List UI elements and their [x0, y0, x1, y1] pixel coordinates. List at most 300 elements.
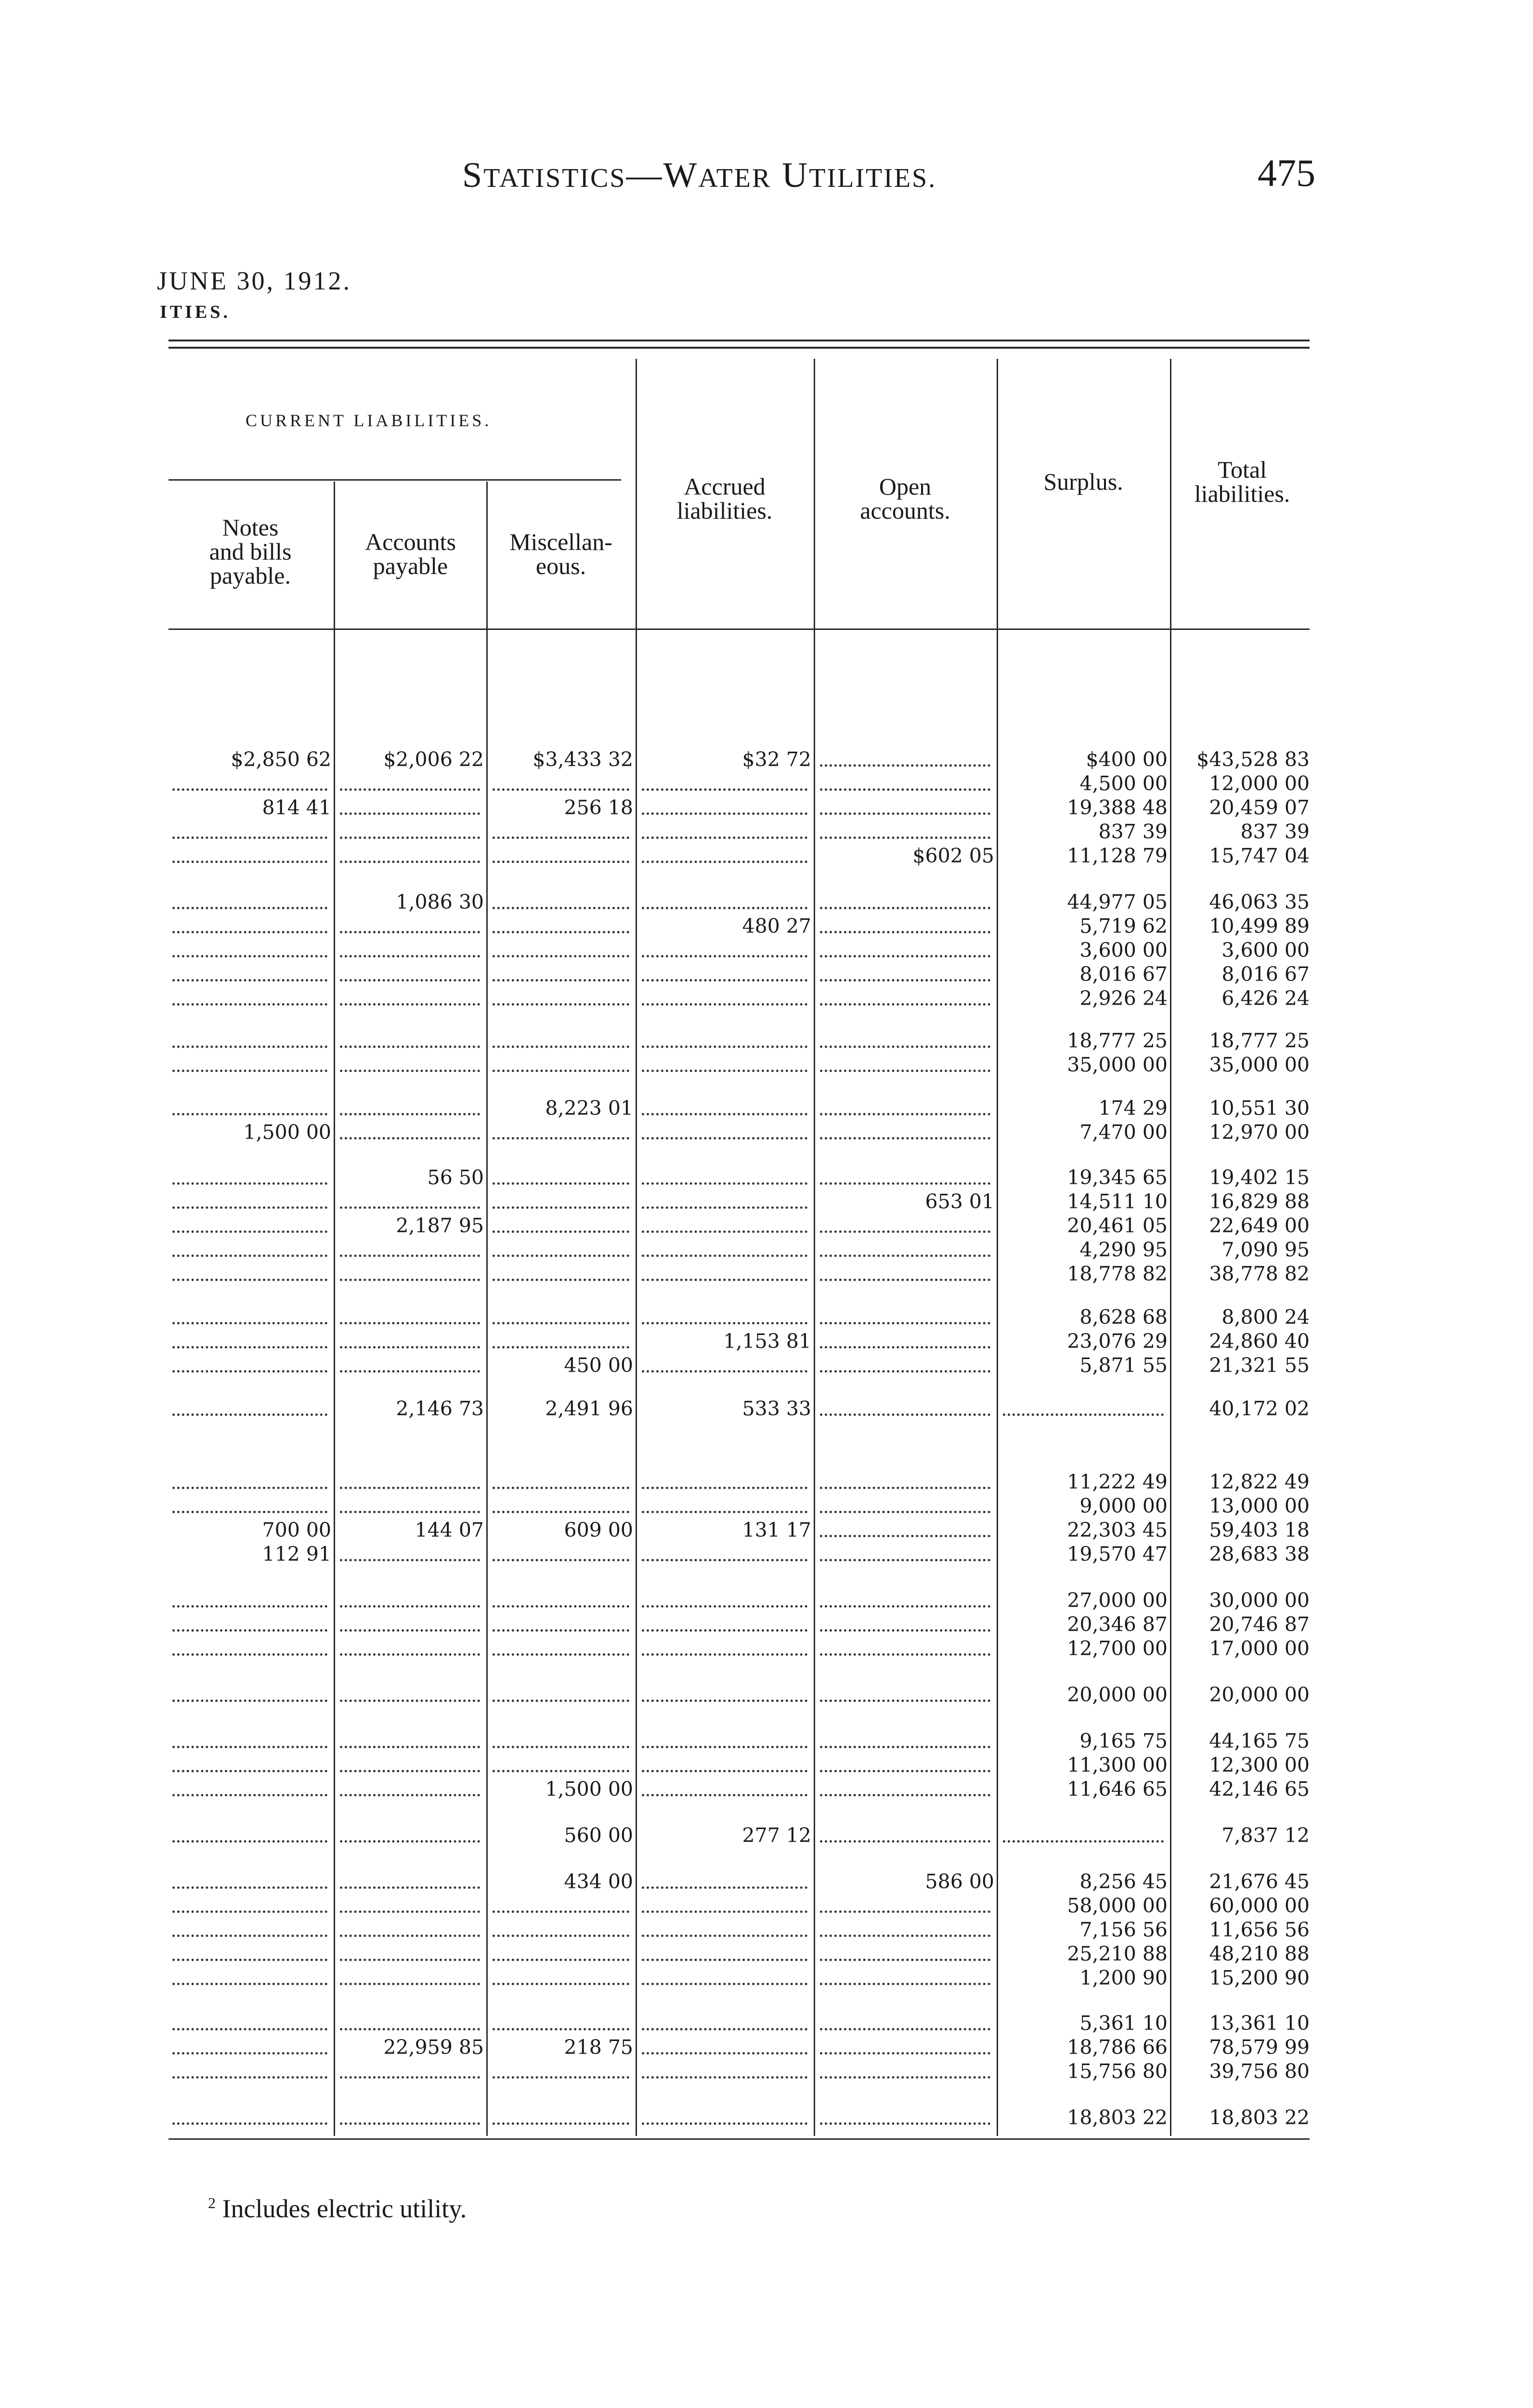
leader-dots [820, 1329, 990, 1353]
leader-dots [340, 1470, 480, 1494]
table-cell-surplus: 20,461 05 [1067, 1214, 1168, 1237]
table-cell-misc: 1,500 00 [545, 1778, 633, 1801]
leader-dots [340, 1096, 480, 1120]
leader-dots [493, 914, 629, 938]
table-cell-total: 46,063 35 [1209, 890, 1310, 914]
table-cell-surplus: 4,500 00 [1079, 772, 1168, 795]
table-cell-notes: 814 41 [262, 796, 331, 819]
table-cell-surplus: 20,346 87 [1067, 1613, 1168, 1636]
leader-dots [820, 1353, 990, 1377]
leader-dots [172, 914, 327, 938]
leader-dots [340, 1870, 480, 1894]
leader-dots [493, 1190, 629, 1214]
table-cell-total: 42,146 65 [1209, 1778, 1310, 1801]
bottom-rule [169, 2138, 1310, 2140]
table-cell-total: 8,016 67 [1221, 963, 1310, 986]
leader-dots [820, 1494, 990, 1518]
leader-dots [642, 1612, 807, 1636]
leader-dots [820, 2106, 990, 2130]
leader-dots [172, 1588, 327, 1612]
leader-dots [493, 772, 629, 796]
leader-dots [820, 1029, 990, 1053]
col-header-notes: Notes and bills payable. [209, 514, 292, 589]
table-cell-misc: 434 00 [564, 1870, 633, 1893]
table-cell-total: 837 39 [1240, 820, 1310, 843]
leader-dots [340, 1542, 480, 1566]
table-cell-total: 12,970 00 [1209, 1121, 1310, 1144]
table-cell-misc: 2,491 96 [545, 1397, 633, 1420]
leader-dots [493, 1470, 629, 1494]
leader-dots [172, 962, 327, 986]
leader-dots [340, 2059, 480, 2083]
table-cell-misc: 609 00 [564, 1518, 633, 1542]
leader-dots [1003, 1823, 1164, 1847]
leader-dots [340, 1238, 480, 1262]
leader-dots [820, 1542, 990, 1566]
table-cell-total: 12,822 49 [1209, 1470, 1310, 1493]
leader-dots [642, 1262, 807, 1286]
table-cell-surplus: 19,388 48 [1067, 796, 1168, 819]
table-cell-total: 13,361 10 [1209, 2012, 1310, 2035]
table-cell-total: 19,402 15 [1209, 1166, 1310, 1189]
leader-dots [642, 1870, 807, 1894]
footnote-text: Includes electric utility. [216, 2194, 467, 2223]
leader-dots [172, 1397, 327, 1421]
leader-dots [820, 1729, 990, 1753]
leader-dots [493, 1942, 629, 1966]
leader-dots [642, 1753, 807, 1777]
leader-dots [340, 1305, 480, 1329]
leader-dots [642, 1029, 807, 1053]
table-cell-surplus: 25,210 88 [1067, 1942, 1168, 1965]
leader-dots [172, 1053, 327, 1077]
leader-dots [493, 890, 629, 914]
leader-dots [172, 1777, 327, 1801]
page-number: 475 [1258, 152, 1315, 195]
leader-dots [642, 796, 807, 820]
leader-dots [172, 938, 327, 962]
table-cell-total: 40,172 02 [1209, 1397, 1310, 1420]
title-part: S [462, 156, 484, 195]
leader-dots [642, 1214, 807, 1238]
leader-dots [172, 1165, 327, 1190]
leader-dots [820, 986, 990, 1010]
table-cell-surplus: 20,000 00 [1067, 1683, 1168, 1706]
leader-dots [642, 2059, 807, 2083]
col-header-total: Total liabilities. [1194, 456, 1290, 507]
table-cell-accounts: 22,959 85 [383, 2036, 484, 2059]
table-cell-accrued: $32 72 [742, 748, 811, 771]
table-cell-total: 22,649 00 [1209, 1214, 1310, 1237]
leader-dots [820, 1753, 990, 1777]
leader-dots [820, 772, 990, 796]
table-cell-surplus: 2,926 24 [1079, 987, 1168, 1010]
table-cell-surplus: 18,803 22 [1067, 2106, 1168, 2129]
table-cell-total: 3,600 00 [1221, 939, 1310, 962]
leader-dots [820, 747, 990, 772]
leader-dots [642, 1894, 807, 1918]
table-cell-total: 11,656 56 [1209, 1918, 1310, 1941]
table-cell-total: 17,000 00 [1209, 1637, 1310, 1660]
table-cell-surplus: 23,076 29 [1067, 1330, 1168, 1353]
table-cell-open: 653 01 [925, 1190, 994, 1213]
leader-dots [493, 1966, 629, 1990]
leader-dots [642, 2106, 807, 2130]
table-cell-total: 12,000 00 [1209, 772, 1310, 795]
col-header-open: Open accounts. [860, 473, 950, 524]
table-cell-total: 20,746 87 [1209, 1613, 1310, 1636]
leader-dots [642, 1238, 807, 1262]
leader-dots [172, 1305, 327, 1329]
running-head [462, 155, 936, 196]
table-cell-surplus: 22,303 45 [1067, 1518, 1168, 1542]
leader-dots [820, 1612, 990, 1636]
leader-dots [493, 1214, 629, 1238]
table-cell-notes: $2,850 62 [231, 748, 331, 771]
leader-dots [642, 1542, 807, 1566]
leader-dots [642, 1588, 807, 1612]
leader-dots [172, 772, 327, 796]
table-cell-surplus: $400 00 [1086, 748, 1168, 771]
leader-dots [340, 1612, 480, 1636]
leader-dots [340, 2011, 480, 2035]
leader-dots [493, 844, 629, 868]
leader-dots [820, 1518, 990, 1542]
leader-dots [820, 1894, 990, 1918]
table-cell-total: 7,090 95 [1221, 1238, 1310, 1261]
leader-dots [820, 1823, 990, 1847]
leader-dots [642, 1190, 807, 1214]
leader-dots [493, 962, 629, 986]
leader-dots [172, 1966, 327, 1990]
table-cell-accounts: 1,086 30 [396, 890, 484, 914]
leader-dots [340, 2106, 480, 2130]
table-cell-surplus: 18,777 25 [1067, 1029, 1168, 1052]
table-cell-total: 48,210 88 [1209, 1942, 1310, 1965]
leader-dots [820, 1966, 990, 1990]
table-cell-surplus: 11,128 79 [1067, 844, 1168, 867]
leader-dots [172, 2035, 327, 2059]
leader-dots [172, 1942, 327, 1966]
table-cell-surplus: 11,300 00 [1067, 1754, 1168, 1777]
table-cell-surplus: 3,600 00 [1079, 939, 1168, 962]
table-cell-accrued: 1,153 81 [723, 1330, 811, 1353]
table-cell-surplus: 11,646 65 [1067, 1778, 1168, 1801]
leader-dots [820, 890, 990, 914]
top-rule [169, 347, 1310, 349]
leader-dots [172, 1612, 327, 1636]
leader-dots [172, 1823, 327, 1847]
table-cell-surplus: 12,700 00 [1067, 1637, 1168, 1660]
leader-dots [642, 1942, 807, 1966]
leader-dots [493, 1029, 629, 1053]
table-cell-accounts: $2,006 22 [383, 748, 484, 771]
table-cell-surplus: 27,000 00 [1067, 1589, 1168, 1612]
leader-dots [172, 890, 327, 914]
leader-dots [172, 2106, 327, 2130]
table-cell-misc: $3,433 32 [533, 748, 633, 771]
leader-dots [340, 938, 480, 962]
leader-dots [820, 2035, 990, 2059]
table-cell-accounts: 144 07 [415, 1518, 484, 1542]
column-divider [814, 359, 815, 2136]
leader-dots [642, 986, 807, 1010]
leader-dots [340, 1777, 480, 1801]
title-part: TATISTICS [483, 163, 626, 193]
leader-dots [340, 1966, 480, 1990]
leader-dots [493, 1729, 629, 1753]
leader-dots [820, 1777, 990, 1801]
leader-dots [642, 1096, 807, 1120]
leader-dots [493, 938, 629, 962]
leader-dots [172, 2011, 327, 2035]
table-cell-misc: 560 00 [564, 1824, 633, 1847]
table-cell-misc: 8,223 01 [545, 1097, 633, 1120]
table-cell-total: 24,860 40 [1209, 1330, 1310, 1353]
column-divider [334, 482, 335, 2136]
leader-dots [642, 938, 807, 962]
leader-dots [820, 962, 990, 986]
leader-dots [493, 986, 629, 1010]
leader-dots [642, 1494, 807, 1518]
table-cell-surplus: 5,719 62 [1079, 915, 1168, 938]
leader-dots [340, 1823, 480, 1847]
leader-dots [340, 1190, 480, 1214]
table-cell-accounts: 56 50 [427, 1166, 484, 1189]
leader-dots [820, 938, 990, 962]
leader-dots [340, 1636, 480, 1661]
leader-dots [493, 1120, 629, 1144]
leader-dots [172, 1329, 327, 1353]
leader-dots [642, 1470, 807, 1494]
leader-dots [642, 1165, 807, 1190]
table-cell-accounts: 2,187 95 [396, 1214, 484, 1237]
leader-dots [172, 1214, 327, 1238]
column-divider [997, 359, 998, 2136]
leader-dots [493, 1165, 629, 1190]
leader-dots [820, 1262, 990, 1286]
table-cell-notes: 700 00 [262, 1518, 331, 1542]
leader-dots [340, 1029, 480, 1053]
group-rule [169, 479, 621, 481]
table-cell-surplus: 8,256 45 [1079, 1870, 1168, 1893]
col-header-accrued: Accrued liabilities. [676, 473, 773, 524]
leader-dots [172, 1029, 327, 1053]
leader-dots [172, 1494, 327, 1518]
leader-dots [820, 820, 990, 844]
table-cell-open: 586 00 [925, 1870, 994, 1893]
leader-dots [172, 1753, 327, 1777]
col-header-misc: Miscellan- eous. [509, 528, 612, 579]
leader-dots [820, 1214, 990, 1238]
leader-dots [493, 1329, 629, 1353]
leader-dots [820, 2011, 990, 2035]
leader-dots [493, 1894, 629, 1918]
leader-dots [172, 844, 327, 868]
leader-dots [340, 1053, 480, 1077]
table-cell-total: 39,756 80 [1209, 2060, 1310, 2083]
table-cell-accrued: 277 12 [742, 1824, 811, 1847]
leader-dots [493, 1918, 629, 1942]
leader-dots [642, 1305, 807, 1329]
leader-dots [820, 1918, 990, 1942]
leader-dots [493, 1753, 629, 1777]
table-cell-accrued: 480 27 [742, 915, 811, 938]
leader-dots [340, 1894, 480, 1918]
leader-dots [642, 1966, 807, 1990]
leader-dots [493, 1683, 629, 1707]
heading-fragment: ITIES. [160, 302, 231, 322]
table-cell-surplus: 18,786 66 [1067, 2036, 1168, 2059]
table-cell-surplus: 7,156 56 [1079, 1918, 1168, 1941]
table-cell-misc: 256 18 [564, 796, 633, 819]
table-cell-total: 18,777 25 [1209, 1029, 1310, 1052]
leader-dots [340, 1729, 480, 1753]
leader-dots [820, 1942, 990, 1966]
table-cell-surplus: 11,222 49 [1067, 1470, 1168, 1493]
table-cell-surplus: 5,361 10 [1079, 2012, 1168, 2035]
table-cell-total: 20,459 07 [1209, 796, 1310, 819]
table-cell-total: 28,683 38 [1209, 1543, 1310, 1566]
leader-dots [172, 1190, 327, 1214]
table-cell-total: 30,000 00 [1209, 1589, 1310, 1612]
table-cell-notes: 112 91 [262, 1543, 331, 1566]
leader-dots [340, 796, 480, 820]
leader-dots [820, 1120, 990, 1144]
table-cell-total: 8,800 24 [1221, 1306, 1310, 1329]
table-cell-total: 59,403 18 [1209, 1518, 1310, 1542]
table-cell-surplus: 8,628 68 [1079, 1306, 1168, 1329]
leader-dots [493, 2011, 629, 2035]
leader-dots [172, 1729, 327, 1753]
column-divider [1170, 359, 1171, 2136]
header-rule [169, 628, 1310, 630]
table-cell-total: 12,300 00 [1209, 1754, 1310, 1777]
table-cell-accrued: 131 17 [742, 1518, 811, 1542]
title-part: —W [626, 156, 699, 195]
leader-dots [340, 1588, 480, 1612]
leader-dots [340, 1753, 480, 1777]
top-rule [169, 340, 1310, 341]
leader-dots [340, 1353, 480, 1377]
leader-dots [642, 772, 807, 796]
leader-dots [493, 1494, 629, 1518]
leader-dots [172, 1894, 327, 1918]
leader-dots [172, 986, 327, 1010]
leader-dots [820, 1397, 990, 1421]
title-part: U [771, 156, 809, 195]
leader-dots [340, 1683, 480, 1707]
leader-dots [172, 1683, 327, 1707]
table-cell-surplus: 7,470 00 [1079, 1121, 1168, 1144]
leader-dots [642, 1120, 807, 1144]
leader-dots [642, 1729, 807, 1753]
table-cell-total: 7,837 12 [1221, 1824, 1310, 1847]
table-cell-total: 20,000 00 [1209, 1683, 1310, 1706]
table-cell-total: 13,000 00 [1209, 1494, 1310, 1518]
table-cell-total: 10,499 89 [1209, 915, 1310, 938]
leader-dots [493, 1612, 629, 1636]
leader-dots [642, 1777, 807, 1801]
table-cell-surplus: 18,778 82 [1067, 1262, 1168, 1285]
table-cell-total: 6,426 24 [1221, 987, 1310, 1010]
table-cell-surplus: 44,977 05 [1067, 890, 1168, 914]
table-cell-surplus: 8,016 67 [1079, 963, 1168, 986]
table-date: JUNE 30, 1912. [157, 266, 351, 295]
table-cell-total: 44,165 75 [1209, 1729, 1310, 1753]
table-cell-surplus: 174 29 [1098, 1097, 1168, 1120]
leader-dots [340, 962, 480, 986]
table-cell-accrued: 533 33 [742, 1397, 811, 1420]
table-cell-surplus: 9,165 75 [1079, 1729, 1168, 1753]
leader-dots [642, 1636, 807, 1661]
leader-dots [642, 820, 807, 844]
leader-dots [493, 1262, 629, 1286]
leader-dots [172, 1918, 327, 1942]
leader-dots [340, 1942, 480, 1966]
leader-dots [172, 1636, 327, 1661]
leader-dots [642, 2035, 807, 2059]
leader-dots [642, 1053, 807, 1077]
leader-dots [172, 2059, 327, 2083]
leader-dots [340, 1918, 480, 1942]
table-cell-total: 10,551 30 [1209, 1097, 1310, 1120]
table-cell-surplus: 837 39 [1098, 820, 1168, 843]
leader-dots [340, 986, 480, 1010]
leader-dots [642, 2011, 807, 2035]
leader-dots [820, 1305, 990, 1329]
leader-dots [172, 1353, 327, 1377]
leader-dots [820, 1683, 990, 1707]
leader-dots [340, 820, 480, 844]
leader-dots [820, 1238, 990, 1262]
leader-dots [820, 1636, 990, 1661]
leader-dots [642, 1918, 807, 1942]
footnote [208, 2194, 467, 2224]
table-cell-notes: 1,500 00 [243, 1121, 331, 1144]
column-divider [636, 359, 637, 2136]
leader-dots [493, 1542, 629, 1566]
leader-dots [340, 914, 480, 938]
table-cell-total: 35,000 00 [1209, 1053, 1310, 1076]
table-cell-total: 78,579 99 [1209, 2036, 1310, 2059]
leader-dots [340, 1329, 480, 1353]
leader-dots [493, 2106, 629, 2130]
table-cell-surplus: 19,345 65 [1067, 1166, 1168, 1189]
table-cell-surplus: 35,000 00 [1067, 1053, 1168, 1076]
leader-dots [172, 1238, 327, 1262]
leader-dots [493, 1588, 629, 1612]
table-cell-surplus: 15,756 80 [1067, 2060, 1168, 2083]
leader-dots [820, 914, 990, 938]
leader-dots [340, 1120, 480, 1144]
leader-dots [172, 820, 327, 844]
table-cell-total: 60,000 00 [1209, 1894, 1310, 1917]
table-cell-total: 21,676 45 [1209, 1870, 1310, 1893]
leader-dots [642, 1683, 807, 1707]
leader-dots [493, 1238, 629, 1262]
leader-dots [820, 796, 990, 820]
leader-dots [1003, 1397, 1164, 1421]
col-header-accounts: Accounts payable [365, 528, 456, 579]
leader-dots [820, 1165, 990, 1190]
leader-dots [172, 1096, 327, 1120]
leader-dots [340, 1262, 480, 1286]
leader-dots [642, 844, 807, 868]
leader-dots [820, 1470, 990, 1494]
current-liabilities-header: CURRENT LIABILITIES. [246, 411, 492, 430]
col-header-surplus: Surplus. [1043, 468, 1123, 495]
